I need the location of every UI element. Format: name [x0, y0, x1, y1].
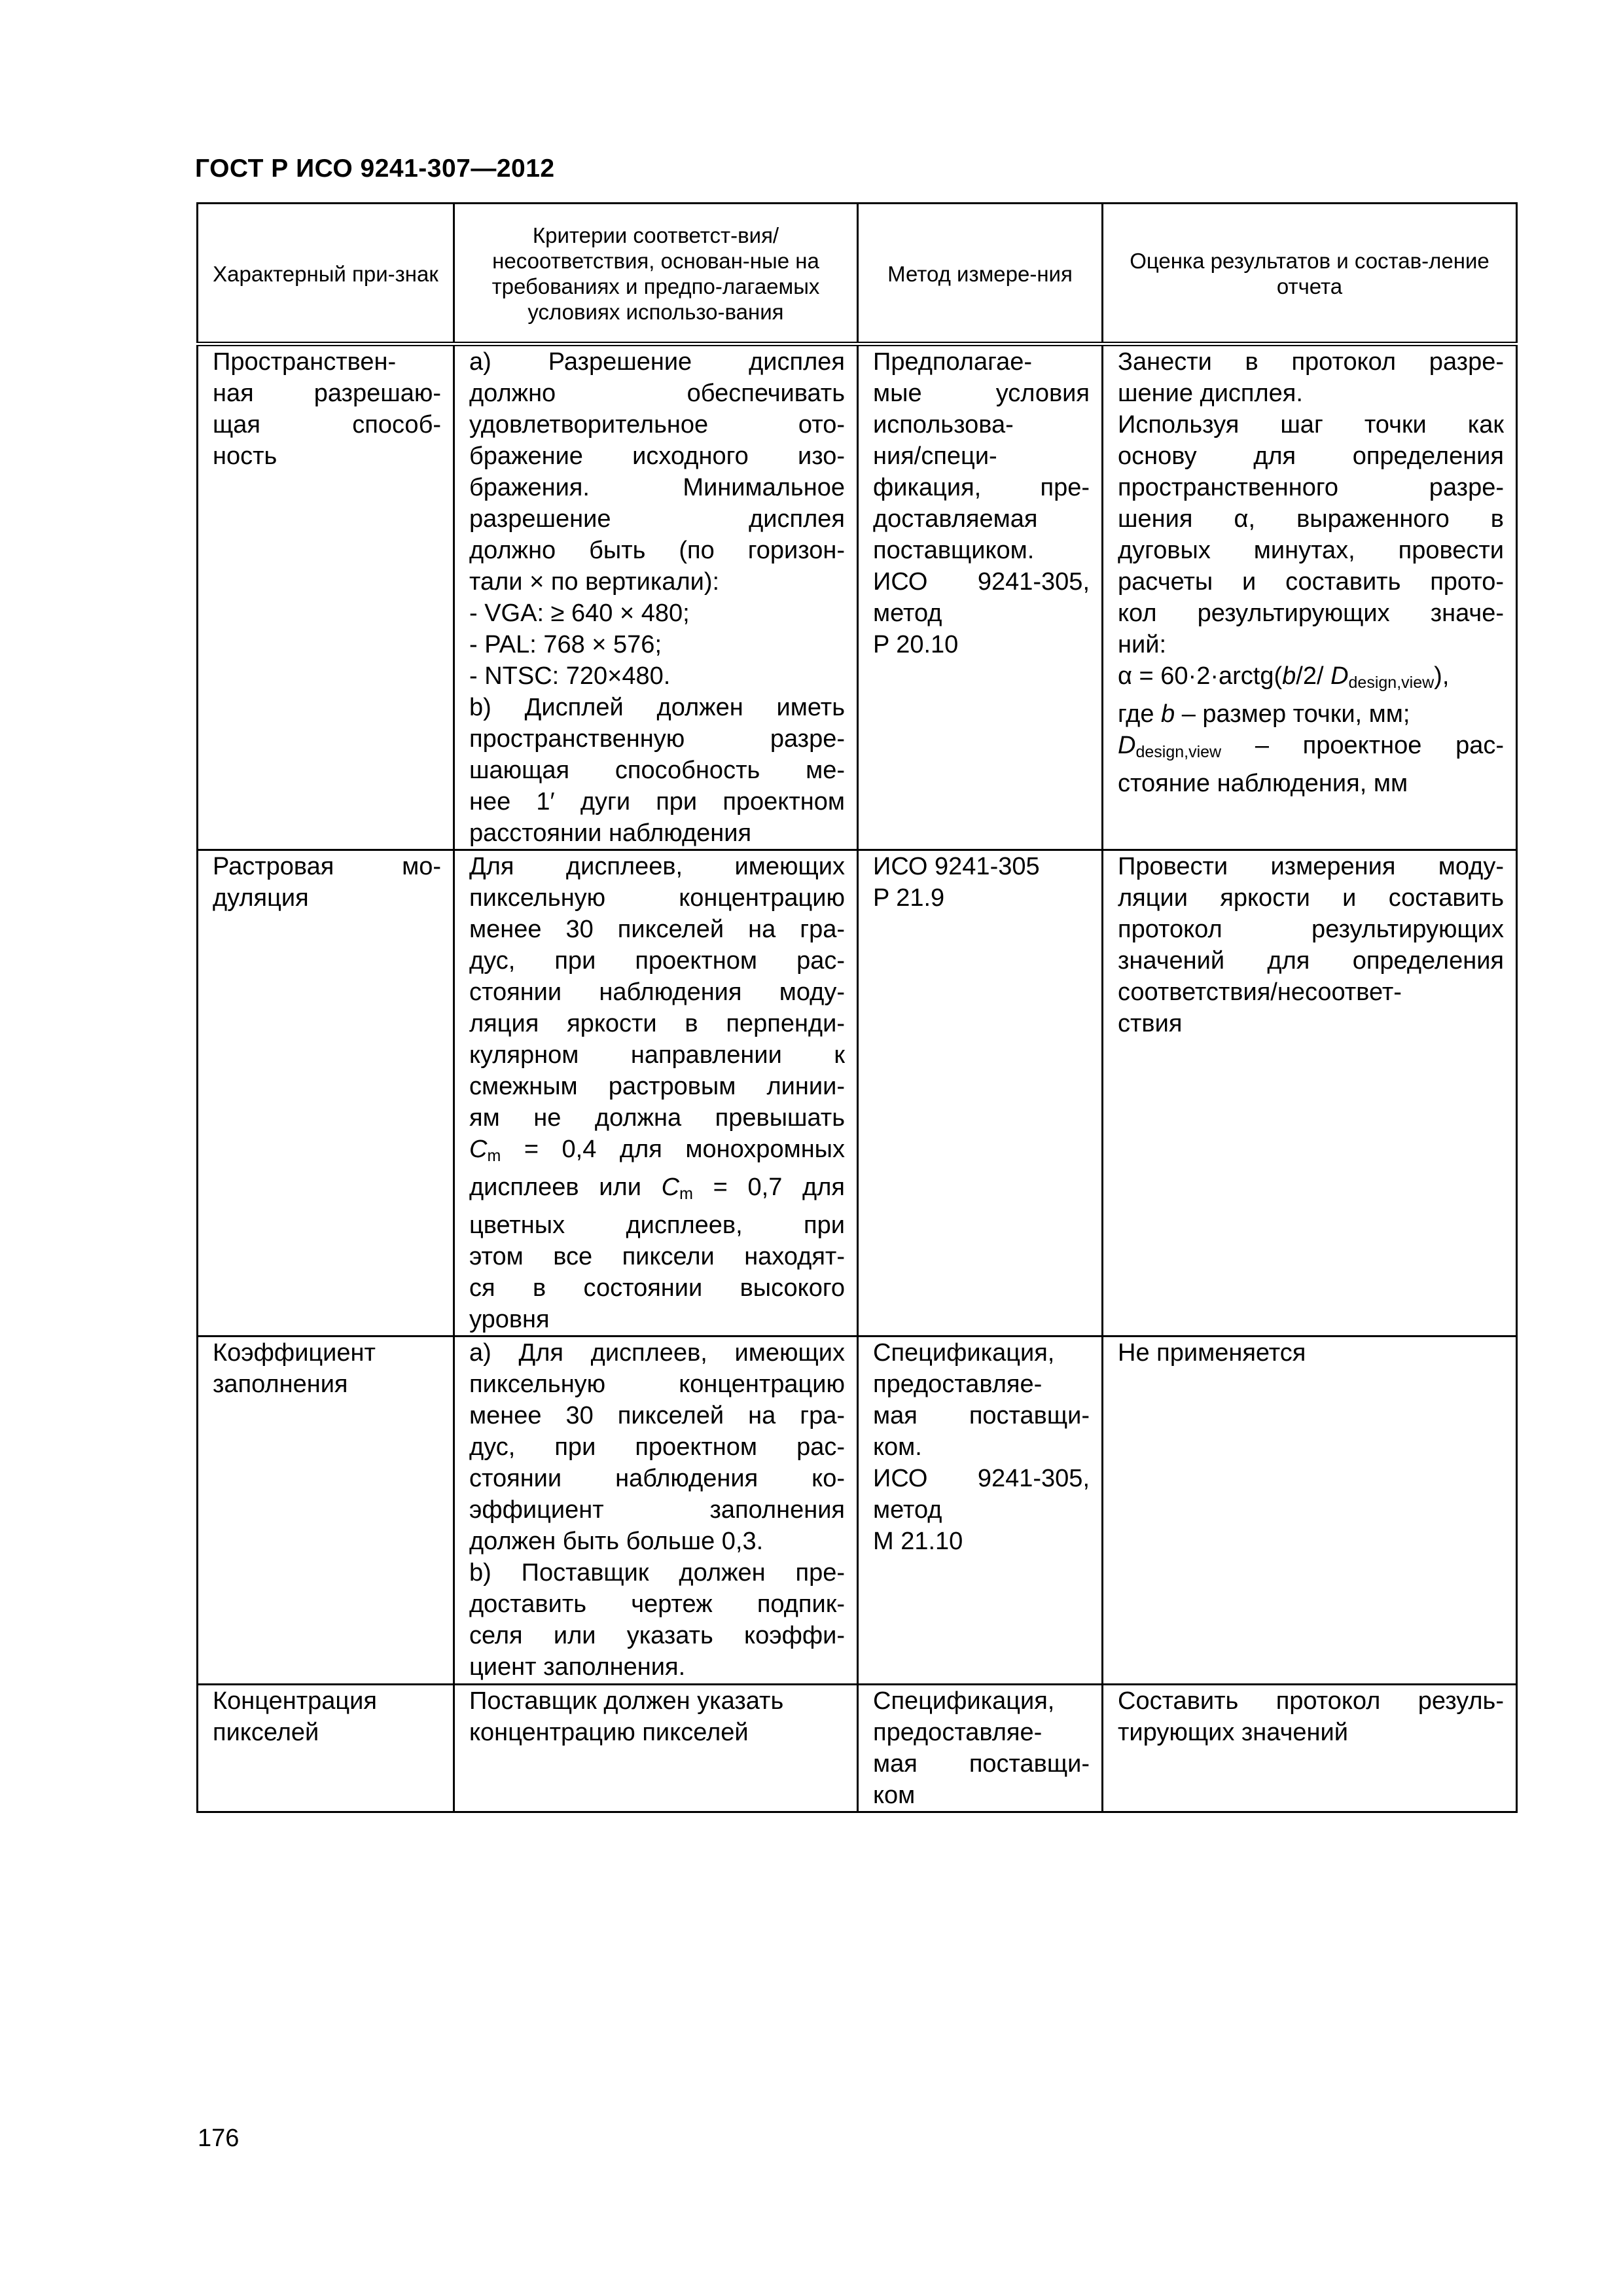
header-method: Метод измере-ния [858, 204, 1103, 344]
table-row [198, 1336, 1517, 1685]
page-number: 176 [198, 2125, 240, 2152]
table-row [198, 344, 1517, 850]
cell-evaluation: Провести измерения моду- ляции яркости и составить протокол результирующих значений для определения соответствия/несоответ- ствия [1103, 850, 1517, 1336]
cell-criteria: Для дисплеев, имеющих пиксельную концентрацию менее 30 пикселей на гра- дус, при проектном рас- стоянии наблюдения моду- ляция яркости в перпенди- кулярном направлении к смежным растровым линии- ям не должна превышать $C_m = 0,4$ для монохромных дисплеев или $C_m = 0,7$ для цветных дисплеев, при этом все пиксели находят- ся в состоянии высокого уровня [454, 850, 858, 1336]
header-feature: Характерный при-знак [198, 204, 454, 344]
angle-formula: α = 60·2·arctg(b/2/ $D_{design,view}$), [1118, 662, 1450, 692]
cell-evaluation: Не применяется [1103, 1336, 1517, 1685]
cell-feature: Пространствен- ная разрешаю- щая способ- ность [198, 344, 454, 850]
cell-evaluation: Занести в протокол разре- шение дисплея. Используя шаг точки как основу для определения пространственного разре- шения α, выраженного в дуговых минутах, провести расчеты и составить прото- кол результирующих значе- ний: α = 60·2·arctg(b/2/ $D_{design,view}$), где b – размер точки, мм; $D_{design,view}$ – проектное рас- стояние наблюдения, мм [1103, 344, 1517, 850]
requirements-table [196, 202, 1518, 1813]
header-evaluation: Оценка результатов и состав-ление отчета [1103, 204, 1517, 344]
cell-criteria: Поставщик должен указать концентрацию пикселей [454, 1685, 858, 1812]
cell-feature: Концентрация пикселей [198, 1685, 454, 1812]
table-header-row [198, 204, 1517, 344]
cell-feature: Коэффициент заполнения [198, 1336, 454, 1685]
cell-evaluation: Составить протокол резуль- тирующих значений [1103, 1685, 1517, 1812]
cell-method: ИСО 9241-305 P 21.9 [858, 850, 1103, 1336]
cell-method: Предполагае- мые условия использова- ния/специ- фикация, пре- доставляемая поставщиком. ИСО 9241-305, метод P 20.10 [858, 344, 1103, 850]
cell-method: Спецификация, предоставляе- мая поставщи- ком. ИСО 9241-305, метод M 21.10 [858, 1336, 1103, 1685]
header-criteria: Критерии соответст-вия/несоответствия, основан-ные на требованиях и предпо-лагаемых условиях использо-вания [454, 204, 858, 344]
cell-method: Спецификация, предоставляе- мая поставщи- ком [858, 1685, 1103, 1812]
cell-feature: Растровая мо- дуляция [198, 850, 454, 1336]
table-row [198, 1685, 1517, 1812]
cell-criteria: a) Для дисплеев, имеющих пиксельную концентрацию менее 30 пикселей на гра- дус, при проектном рас- стоянии наблюдения ко- эффициент заполнения должен быть больше 0,3. b) Поставщик должен пре- доставить чертеж подпик- селя или указать коэффи- циент заполнения. [454, 1336, 858, 1685]
table-row [198, 850, 1517, 1336]
document-title: ГОСТ Р ИСО 9241-307—2012 [195, 154, 555, 183]
cell-criteria: a) Разрешение дисплея должно обеспечивать удовлетворительное ото- бражение исходного изо- бражения. Минимальное разрешение дисплея должно быть (по горизон- тали × по вертикали): - VGA: ≥ 640 × 480; - PAL: 768 × 576; - NTSC: 720×480. b) Дисплей должен иметь пространственную разре- шающая способность ме- нее 1′ дуги при проектном расстоянии наблюдения [454, 344, 858, 850]
